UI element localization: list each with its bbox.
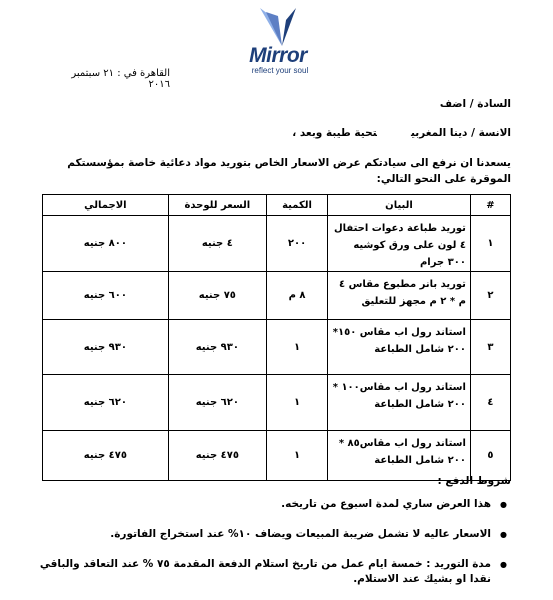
attention-name: الانسة / دينا المغربي [410, 127, 511, 139]
intro-paragraph: يسعدنا ان نرفع الى سيادتكم عرض الاسعار الخاص بتوريد مواد دعائية خاصة بمؤسستكم الموقرة على النحو التالي: [67, 157, 511, 185]
row-desc: استاند رول اب مقاس٨٥ * ٢٠٠ شامل الطباعة [328, 431, 471, 481]
row-desc: استاند رول اب مقاس١٠٠ * ٢٠٠ شامل الطباعة [328, 375, 471, 431]
row-total: ٤٧٥ جنيه [43, 431, 169, 481]
greeting: تحية طيبة وبعد ، [292, 127, 377, 139]
row-num: ١ [470, 216, 510, 272]
logo-name: Mirror [249, 44, 307, 67]
terms-item: ● الاسعار عاليه لا تشمل ضريبة المبيعات ويضاف ١٠% عند استخراج الفاتورة. [23, 527, 491, 542]
table-row [43, 272, 511, 320]
letter-date: القاهرة في : ٢١ سبتمبر ٢٠١٦ [71, 68, 170, 90]
row-qty: ١ [266, 375, 327, 431]
row-num: ٢ [470, 272, 510, 320]
terms-item: ● مدة التوريد : خمسة ايام عمل من تاريخ استلام الدفعة المقدمة ٧٥ % عند التعاقد والباقي نقدا او بشيك عند الاستلام. [23, 557, 491, 587]
table-row [43, 216, 511, 272]
row-price: ٧٥ جنيه [168, 272, 266, 320]
row-total: ٦٠٠ جنيه [43, 272, 169, 320]
row-price: ٦٢٠ جنيه [168, 375, 266, 431]
attention-line [292, 127, 511, 139]
header-price: السعر للوحدة [168, 195, 266, 216]
row-desc: توريد طباعة دعوات احتفال ٤ لون على ورق كوشيه ٣٠٠ جرام [328, 216, 471, 272]
row-total: ٦٢٠ جنيه [43, 375, 169, 431]
table-row [43, 320, 511, 375]
row-qty: ١ [266, 320, 327, 375]
recipient-line: السادة / اضف [439, 98, 511, 110]
row-num: ٣ [470, 320, 510, 375]
row-qty: ١ [266, 431, 327, 481]
row-desc: استاند رول اب مقاس ١٥٠* ٢٠٠ شامل الطباعة [328, 320, 471, 375]
row-price: ٩٣٠ جنيه [168, 320, 266, 375]
price-table [42, 194, 511, 481]
table-header-row [43, 195, 511, 216]
row-total: ٩٣٠ جنيه [43, 320, 169, 375]
company-logo [234, 6, 324, 76]
table-row [43, 375, 511, 431]
row-num: ٤ [470, 375, 510, 431]
row-total: ٨٠٠ جنيه [43, 216, 169, 272]
row-desc: توريد بانر مطبوع مقاس ٤ م * ٢ م مجهز للتعليق [328, 272, 471, 320]
terms-title: شروط الدفع : [437, 475, 511, 487]
terms-list [23, 487, 511, 587]
terms-item: ● هذا العرض ساري لمدة اسبوع من تاريخه. [23, 497, 491, 512]
header-qty: الكمية [266, 195, 327, 216]
row-qty: ٨ م [266, 272, 327, 320]
header-desc: البيان [328, 195, 471, 216]
row-qty: ٢٠٠ [266, 216, 327, 272]
row-price: ٤٧٥ جنيه [168, 431, 266, 481]
logo-tagline: reflect your soul [251, 66, 309, 75]
header-num: # [470, 195, 510, 216]
row-price: ٤ جنيه [168, 216, 266, 272]
row-num: ٥ [470, 431, 510, 481]
table-row [43, 431, 511, 481]
header-total: الاجمالي [43, 195, 169, 216]
